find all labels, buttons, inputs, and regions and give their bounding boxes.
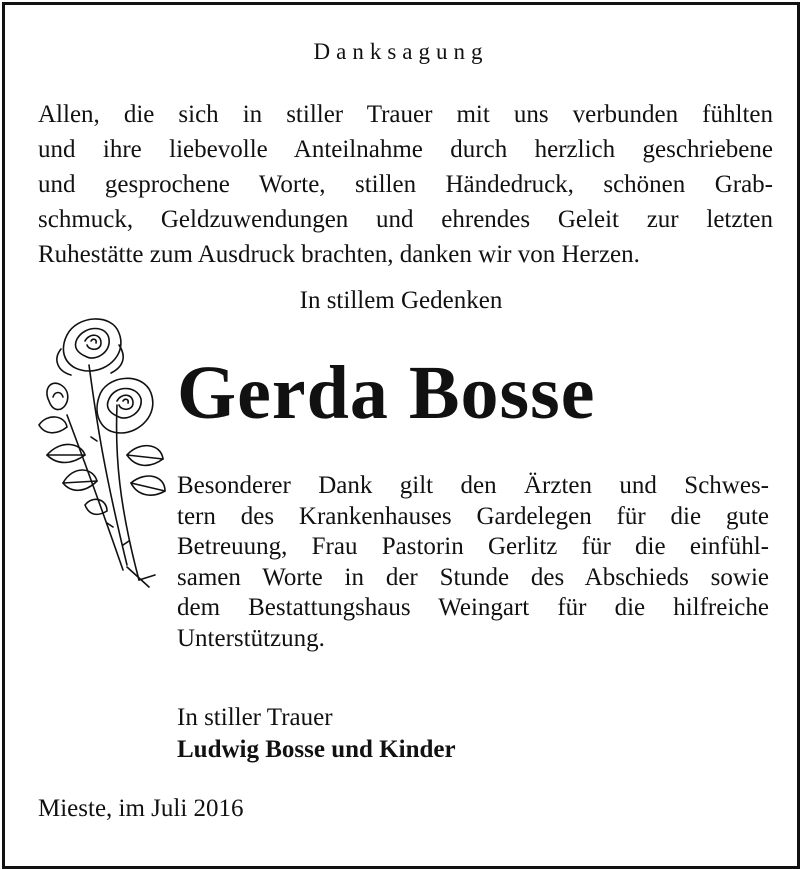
intro-line: und gesprochene Worte, stillen Händedruck, schönen Grab-: [38, 171, 773, 198]
memory-line: In stillem Gedenken: [299, 287, 503, 314]
thanks-line: Unterstützung.: [177, 624, 325, 652]
mourning-line: In stiller Trauer: [177, 704, 333, 731]
thanks-line: tern des Krankenhauses Gardelegen für die gute: [177, 502, 769, 530]
intro-line: und ihre liebevolle Anteilnahme durch herzlich geschriebene: [38, 136, 773, 163]
place-date: Mieste, im Juli 2016: [38, 795, 244, 822]
signers: Ludwig Bosse und Kinder: [177, 736, 456, 763]
roses-icon: [27, 305, 172, 595]
intro-line: Ruhestätte zum Ausdruck brachten, danken wir von Herzen.: [38, 241, 640, 268]
thanks-line: Betreuung, Frau Pastorin Gerlitz für die einfühl-: [177, 533, 769, 560]
thanks-line: Besonderer Dank gilt den Ärzten und Schwes-: [177, 472, 769, 499]
intro-line: Allen, die sich in stiller Trauer mit uns verbunden fühlten: [38, 101, 773, 128]
intro-line: schmuck, Geldzuwendungen und ehrendes Geleit zur letzten: [38, 206, 773, 233]
heading: Danksagung: [313, 39, 489, 64]
thanks-paragraph: [177, 471, 769, 654]
deceased-name: Gerda Bosse: [177, 351, 596, 435]
notice-frame: [2, 2, 800, 869]
thanks-line: samen Worte in der Stunde des Abschieds sowie: [177, 563, 769, 591]
intro-paragraph: [38, 97, 773, 272]
mourning-block: [177, 702, 456, 766]
thanks-line: dem Bestattungshaus Weingart für die hilfreiche: [177, 594, 769, 621]
